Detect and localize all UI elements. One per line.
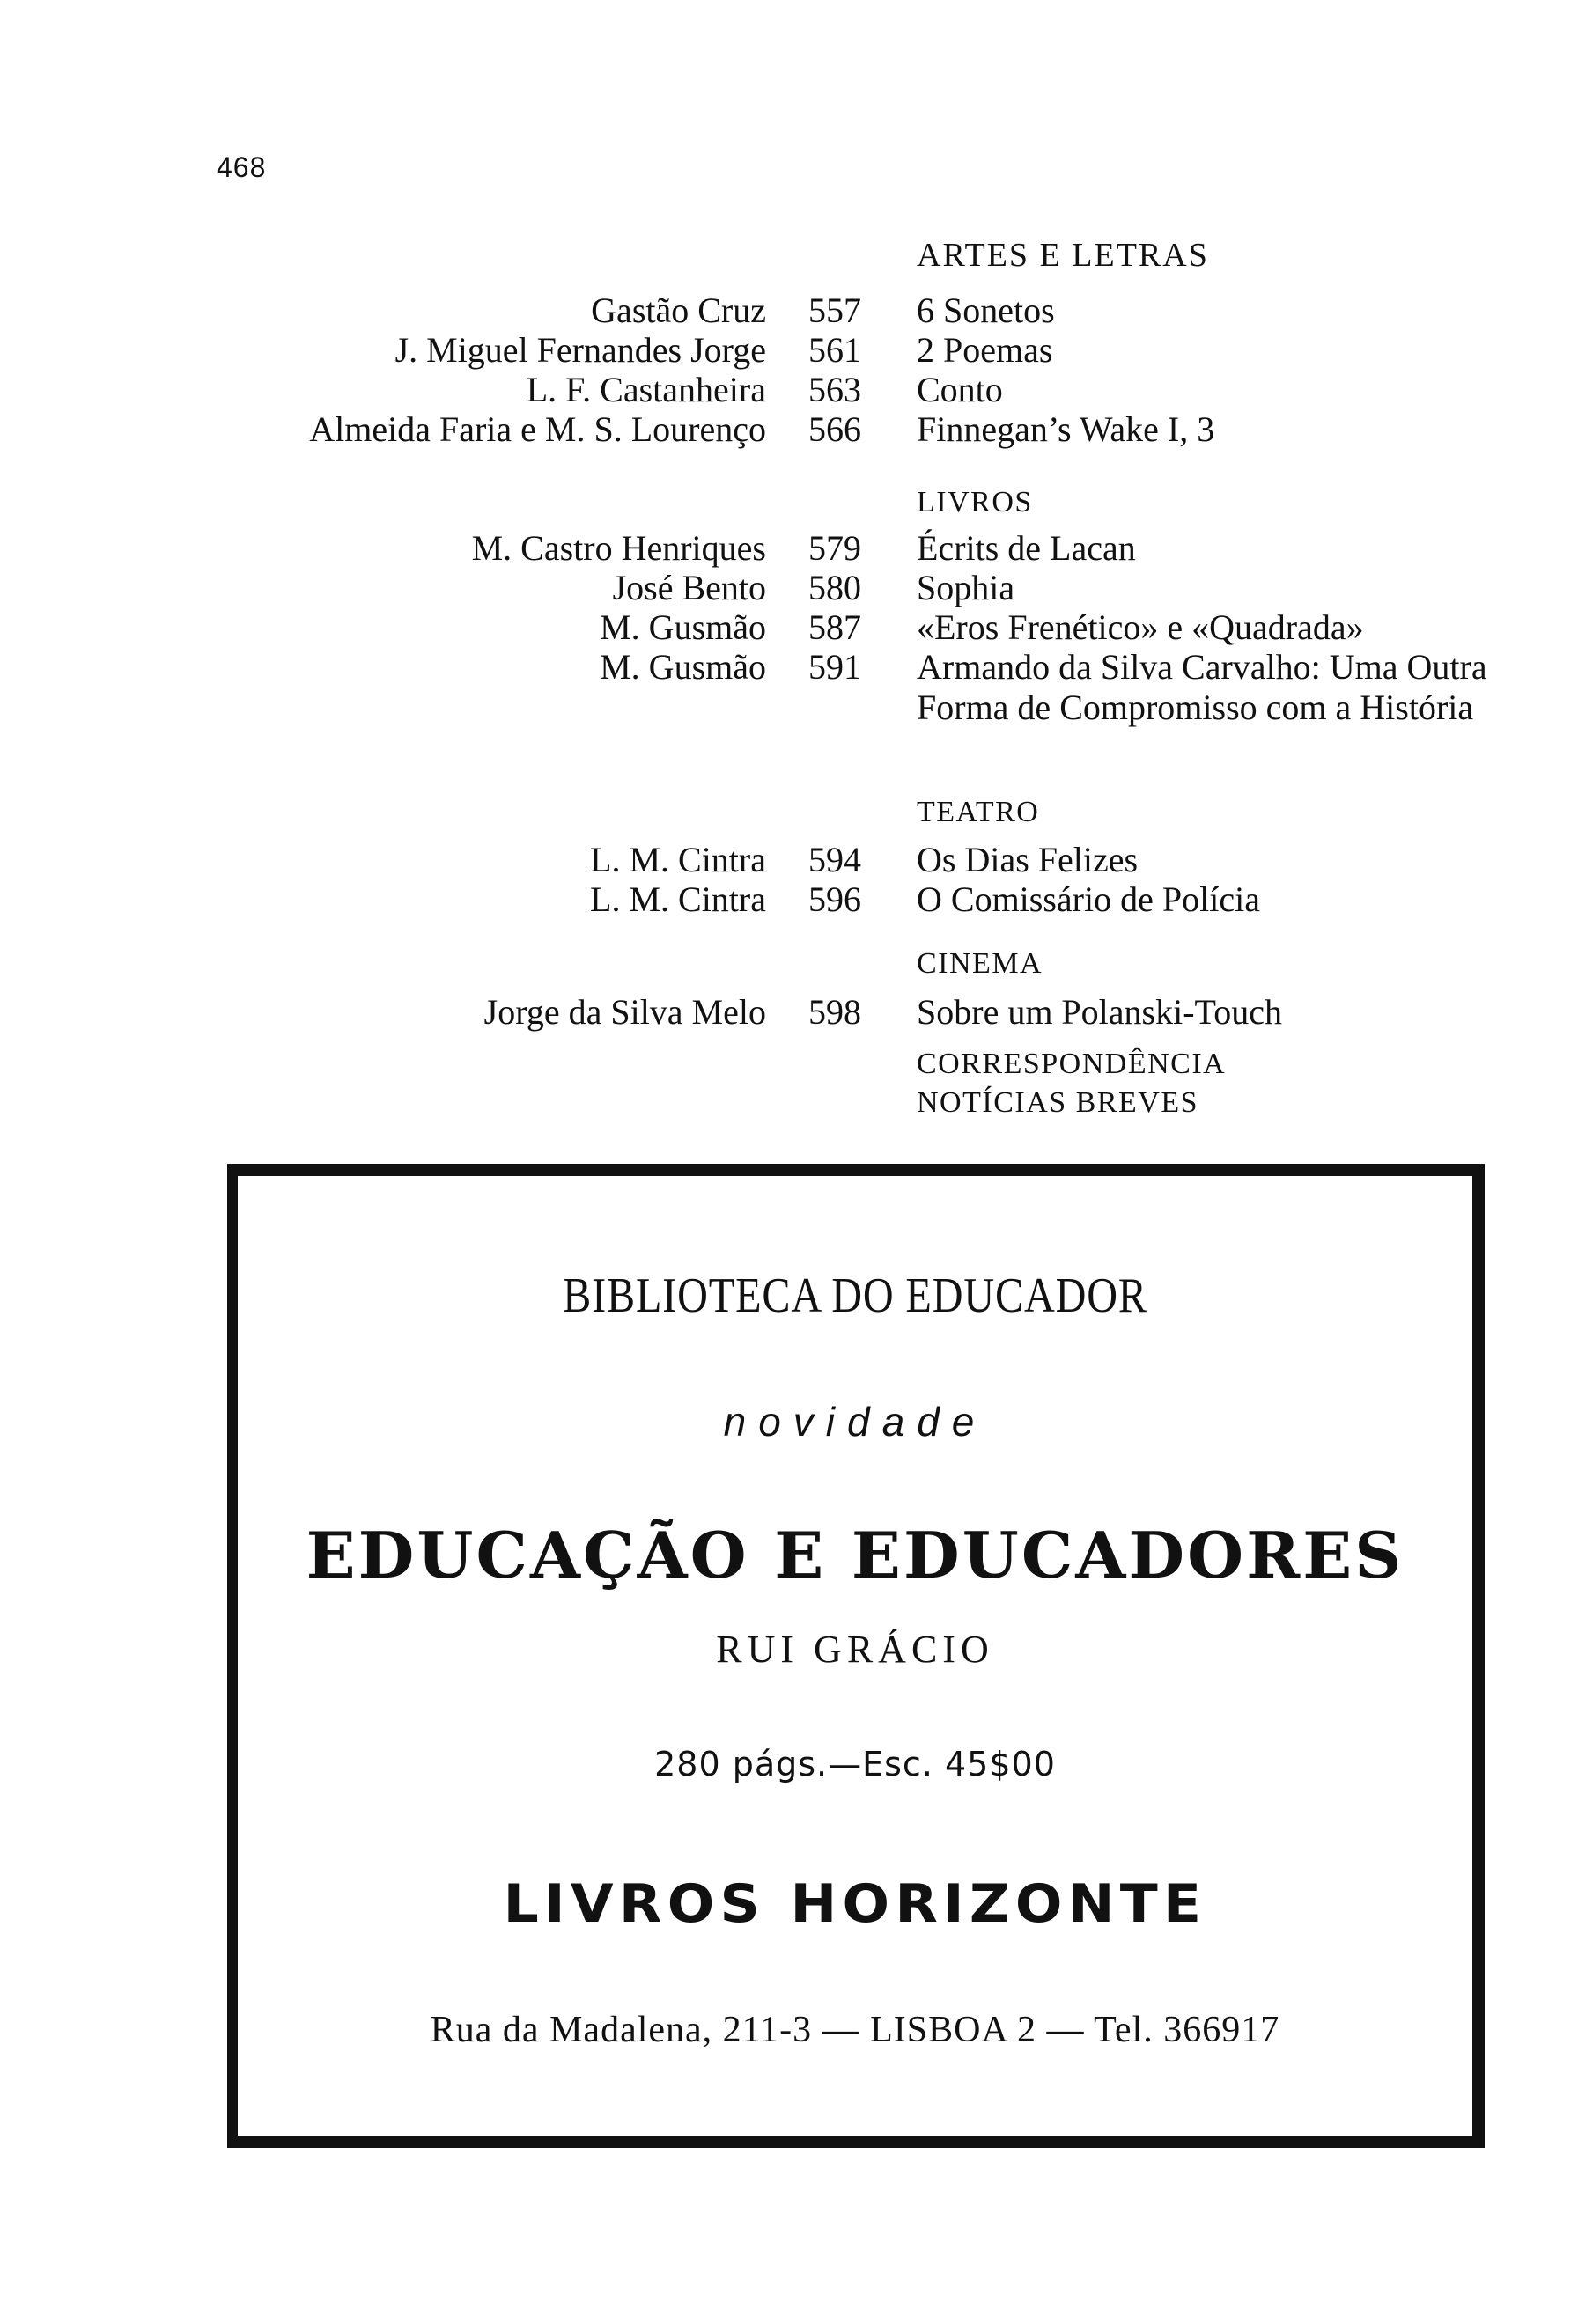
entry-author: José Bento [612, 568, 766, 607]
entry-author: Gastão Cruz [591, 290, 766, 330]
entry-title: Conto [917, 370, 1003, 409]
toc-entry [0, 992, 1578, 1033]
section-heading-teatro: TEATRO [917, 796, 1040, 828]
entry-author: Almeida Faria e M. S. Lourenço [309, 409, 766, 449]
entry-page: 579 [808, 528, 861, 568]
entry-title: O Comissário de Polícia [917, 879, 1260, 919]
ad-address: Rua da Madalena, 211-3 — LISBOA 2 — Tel. 366917 [430, 2010, 1280, 2050]
entry-author: L. M. Cintra [590, 840, 766, 879]
entry-author: M. Castro Henriques [471, 528, 766, 568]
toc-entry [0, 370, 1578, 410]
entry-title: Sobre um Polanski-Touch [917, 992, 1282, 1032]
entry-title: Os Dias Felizes [917, 840, 1139, 879]
toc-entry [0, 647, 1578, 727]
section-heading-noticias-breves: NOTÍCIAS BREVES [917, 1086, 1199, 1119]
entry-page: 594 [808, 840, 861, 879]
entry-title: Armando da Silva Carvalho: Uma Outra Forma de Compromisso com a História [917, 647, 1487, 727]
entry-title: «Eros Frenético» e «Quadrada» [917, 607, 1364, 647]
entry-page: 596 [808, 879, 861, 919]
entry-page: 591 [808, 647, 861, 687]
entry-page: 563 [808, 370, 861, 409]
ad-publisher: LIVROS HORIZONTE [503, 1873, 1207, 1935]
entry-page: 598 [808, 992, 861, 1032]
toc-entry [0, 409, 1578, 450]
entry-title: 2 Poemas [917, 330, 1053, 370]
toc-entry [0, 330, 1578, 371]
toc-entry [0, 568, 1578, 608]
entry-title: Écrits de Lacan [917, 528, 1136, 568]
entry-title: Sophia [917, 568, 1015, 607]
toc-entry [0, 879, 1578, 920]
entry-page: 580 [808, 568, 861, 607]
ad-book-author: RUI GRÁCIO [716, 1628, 994, 1671]
entry-author: M. Gusmão [600, 607, 766, 647]
ad-price: 280 págs.—Esc. 45$00 [654, 1745, 1056, 1783]
entry-title: Finnegan’s Wake I, 3 [917, 409, 1215, 449]
toc-entry [0, 528, 1578, 569]
entry-page: 587 [808, 607, 861, 647]
ad-series-title: BIBLIOTECA DO EDUCADOR [563, 1269, 1147, 1323]
page-number: 468 [217, 151, 267, 183]
entry-page: 557 [808, 290, 861, 330]
entry-title: 6 Sonetos [917, 290, 1055, 330]
entry-page: 566 [808, 409, 861, 449]
toc-entry [0, 840, 1578, 880]
section-heading-livros: LIVROS [917, 486, 1033, 518]
entry-author: L. F. Castanheira [526, 370, 766, 409]
entry-author: L. M. Cintra [590, 879, 766, 919]
section-heading-cinema: CINEMA [917, 947, 1043, 980]
ad-book-title: EDUCAÇÃO E EDUCADORES [306, 1518, 1405, 1592]
section-heading-correspondencia: CORRESPONDÊNCIA [917, 1048, 1227, 1080]
entry-author: J. Miguel Fernandes Jorge [394, 330, 766, 370]
advertisement-box [227, 1164, 1485, 2148]
entry-author: Jorge da Silva Melo [483, 992, 766, 1032]
ad-tagline: novidade [723, 1399, 987, 1445]
toc-entry [0, 607, 1578, 648]
entry-author: M. Gusmão [600, 647, 766, 687]
toc-entry [0, 290, 1578, 331]
entry-page: 561 [808, 330, 861, 370]
section-heading-artes-e-letras: ARTES E LETRAS [917, 237, 1209, 274]
